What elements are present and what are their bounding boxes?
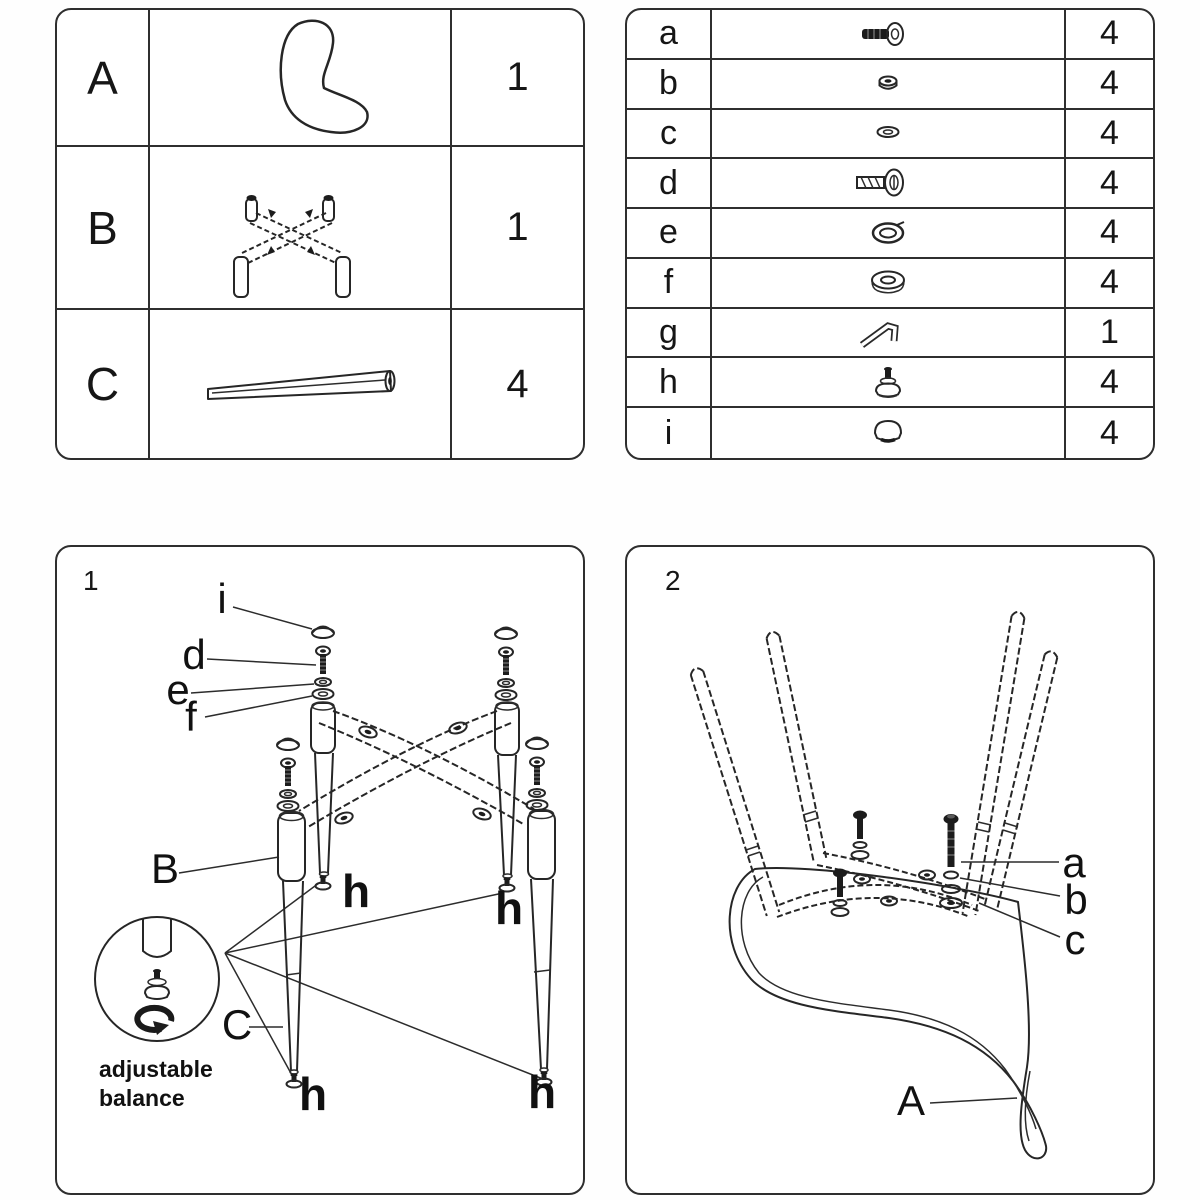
- part-qty-C: 4: [506, 361, 529, 406]
- callout-h-1: h: [341, 865, 371, 917]
- hw-label-h: h: [659, 362, 678, 401]
- cross-base-icon: [150, 147, 450, 308]
- hw-label-i: i: [664, 413, 673, 452]
- hw-label-d: d: [659, 163, 678, 202]
- note-line-1: adjustable: [99, 1056, 213, 1082]
- base-lugs: [854, 871, 935, 906]
- part-label-C: C: [85, 358, 120, 410]
- adjustable-balance-inset: [95, 917, 219, 1041]
- hw-qty-h: 4: [1100, 362, 1119, 401]
- bolt-stack-left: [852, 811, 869, 860]
- hw-qty-e: 4: [1100, 213, 1119, 252]
- hw-label-f: f: [663, 263, 674, 302]
- callout-A: A: [896, 1077, 926, 1124]
- hw-qty-c: 4: [1100, 113, 1119, 152]
- callout-h-2: h: [494, 882, 524, 934]
- callout-i: i: [217, 575, 227, 622]
- hw-label-a: a: [659, 14, 678, 53]
- button-head-bolt-icon: [848, 12, 928, 56]
- legs-up: [691, 612, 1058, 916]
- end-cap-icon: [848, 411, 928, 455]
- part-label-B: B: [87, 201, 118, 254]
- callout-d: d: [182, 631, 206, 678]
- hw-qty-i: 4: [1100, 413, 1119, 452]
- callout-b: b: [1064, 876, 1088, 923]
- spring-washer-icon: [848, 211, 928, 255]
- allen-key-icon: [848, 311, 928, 355]
- hw-qty-d: 4: [1100, 163, 1119, 202]
- hw-label-b: b: [659, 64, 678, 103]
- callout-f: f: [185, 693, 197, 740]
- hw-qty-a: 4: [1100, 14, 1119, 53]
- step2-number: 2: [665, 565, 681, 596]
- countersunk-screw-icon: [848, 161, 928, 205]
- step2-panel: [625, 545, 1155, 1195]
- flat-washer-icon: [848, 261, 928, 305]
- callout-c: c: [1064, 916, 1086, 963]
- callout-B: B: [150, 845, 180, 892]
- leg-collars: [746, 811, 1018, 856]
- seat-shell-icon: [150, 11, 450, 144]
- step1-panel: [55, 545, 585, 1195]
- foot-glide-icon: [848, 360, 928, 404]
- hw-qty-f: 4: [1100, 263, 1119, 302]
- part-label-A: A: [87, 51, 118, 104]
- hw-label-c: c: [660, 113, 677, 152]
- part-qty-B: 1: [506, 205, 529, 249]
- callout-C: C: [221, 1001, 253, 1048]
- hw-label-g: g: [659, 313, 678, 352]
- hw-qty-g: 1: [1100, 313, 1119, 352]
- note-line-2: balance: [99, 1084, 185, 1111]
- callout-e: e: [166, 666, 190, 713]
- parts-table: [55, 8, 585, 460]
- callout-h-3: h: [298, 1068, 328, 1120]
- cap-nut-icon: [848, 62, 928, 106]
- hw-label-e: e: [659, 213, 678, 252]
- callout-h-4: h: [527, 1066, 557, 1118]
- hw-qty-b: 4: [1100, 64, 1119, 103]
- step1-number: 1: [83, 565, 99, 596]
- hardware-table: [625, 8, 1155, 460]
- bolt-stack-lower-left: [832, 869, 849, 917]
- callout-a: a: [1062, 839, 1086, 886]
- small-washer-icon: [848, 111, 928, 155]
- part-qty-A: 1: [506, 55, 529, 99]
- adjustable-balance-note: [99, 1055, 213, 1113]
- chair-leg-icon: [150, 311, 450, 457]
